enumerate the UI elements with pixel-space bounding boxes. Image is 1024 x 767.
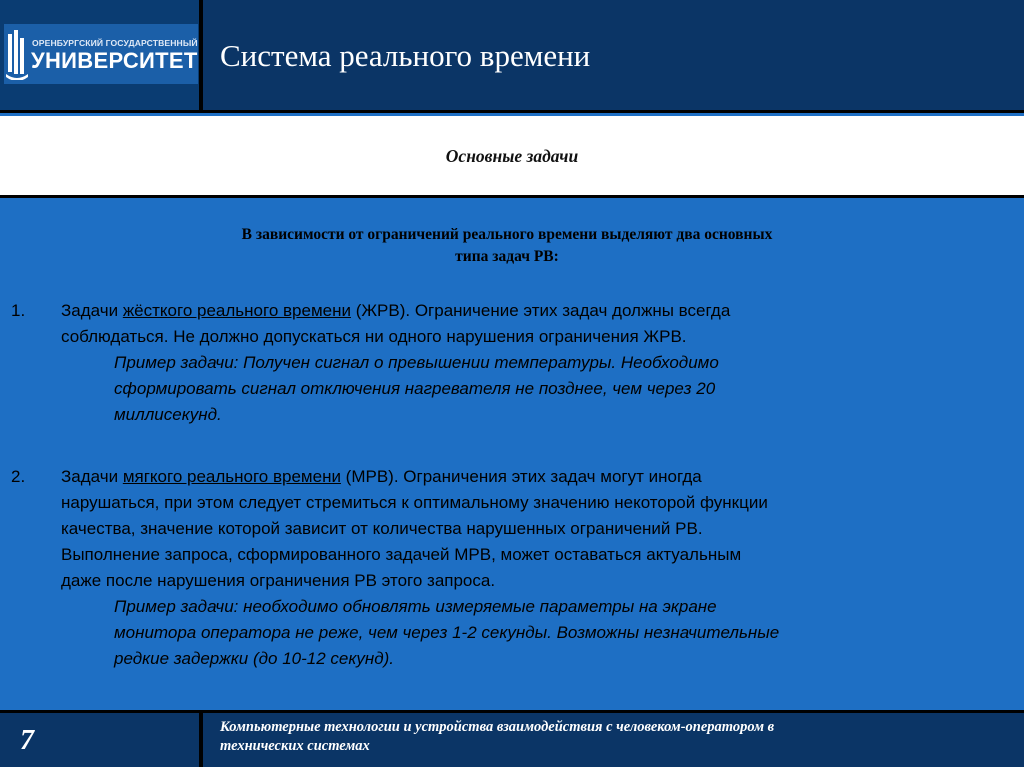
- slide-title: Система реального времени: [220, 38, 591, 73]
- item-line: соблюдаться. Не должно допускаться ни одного нарушения ограничения ЖРВ.: [61, 327, 687, 346]
- list-item-body: [61, 464, 1011, 672]
- example-line: миллисекунд.: [114, 405, 222, 424]
- list-item-body: [61, 298, 1011, 428]
- slide-content: [0, 198, 1024, 710]
- item-line-text: (ЖРВ). Ограничение этих задач должны всегда: [350, 301, 731, 320]
- footer-line2: технических системах: [220, 738, 370, 754]
- item-line: нарушаться, при этом следует стремиться к оптимальному значению некоторой функции: [61, 493, 768, 512]
- university-logo: [4, 24, 198, 84]
- item-line-text: (МРВ). Ограничения этих задач могут иногда: [340, 467, 702, 486]
- page-number-box: [0, 713, 203, 767]
- intro-text: [0, 224, 1024, 268]
- footer-line1: Компьютерные технологии и устройства взаимодействия с человеком-оператором в: [220, 719, 775, 735]
- university-emblem-icon: [6, 28, 28, 80]
- slide-header: [0, 0, 1024, 113]
- logo-text-line2: УНИВЕРСИТЕТ: [31, 48, 198, 73]
- example-line: сформировать сигнал отключения нагревателя не позднее, чем через 20: [114, 379, 716, 398]
- logo-panel: [0, 0, 203, 110]
- term-hard-realtime: жёсткого реального времени: [122, 301, 351, 320]
- slide-footer: [0, 710, 1024, 767]
- item-prefix: Задачи: [61, 301, 123, 320]
- term-soft-realtime: мягкого реального времени: [122, 467, 341, 486]
- item-line: Выполнение запроса, сформированного задачей МРВ, может оставаться актуальным: [61, 545, 742, 564]
- intro-line2: типа задач РВ:: [455, 248, 559, 265]
- example-line: Пример задачи: необходимо обновлять измеряемые параметры на экране: [114, 597, 717, 616]
- item-line: [61, 464, 1011, 490]
- example-line: Пример задачи: Получен сигнал о превышении температуры. Необходимо: [114, 353, 719, 372]
- item-line: качества, значение которой зависит от количества нарушенных ограничений РВ.: [61, 519, 703, 538]
- footer-caption: [220, 718, 1010, 756]
- item-line: [61, 298, 1011, 324]
- list-item-number: 1.: [11, 301, 26, 320]
- intro-line1: В зависимости от ограничений реального времени выделяют два основных: [241, 226, 773, 243]
- item-line: даже после нарушения ограничения РВ этого запроса.: [61, 571, 496, 590]
- section-subtitle: Основные задачи: [445, 146, 579, 166]
- example-line: монитора оператора не реже, чем через 1-2 секунды. Возможны незначительные: [114, 623, 780, 642]
- page-number: 7: [20, 725, 34, 756]
- subtitle-band: [0, 116, 1024, 198]
- example-line: редкие задержки (до 10-12 секунд).: [114, 649, 395, 668]
- item-prefix: Задачи: [61, 467, 123, 486]
- list-item-number: 2.: [11, 467, 26, 486]
- logo-text-line1: ОРЕНБУРГСКИЙ ГОСУДАРСТВЕННЫЙ: [32, 38, 198, 48]
